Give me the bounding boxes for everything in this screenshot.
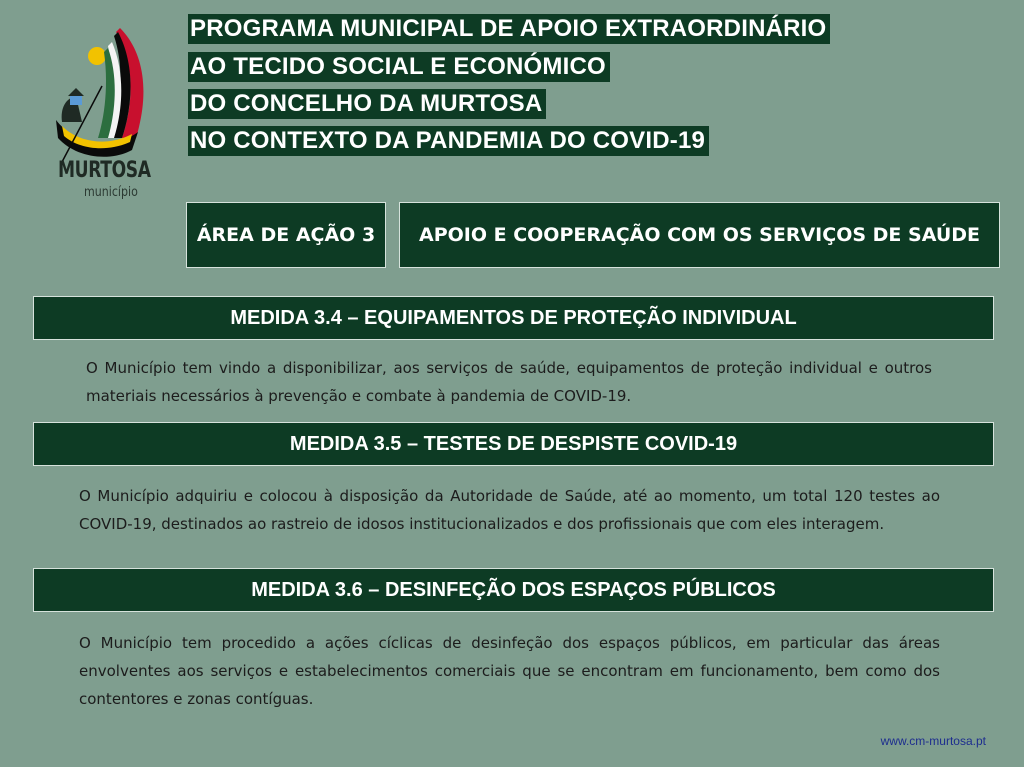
measure-3-4-heading: MEDIDA 3.4 – EQUIPAMENTOS DE PROTEÇÃO INDIVIDUAL [33,296,994,340]
logo-subtitle: município [84,185,138,200]
title-line-4: NO CONTEXTO DA PANDEMIA DO COVID-19 [188,126,709,156]
title-line-1: PROGRAMA MUNICIPAL DE APOIO EXTRAORDINÁRIO [188,14,830,44]
area-description-box: APOIO E COOPERAÇÃO COM OS SERVIÇOS DE SAÚDE [399,202,1000,268]
title-line-2: AO TECIDO SOCIAL E ECONÓMICO [188,52,610,82]
website-link[interactable]: www.cm-murtosa.pt [880,734,986,748]
measure-3-6-text: O Município tem procedido a ações cíclicas de desinfeção dos espaços públicos, em particular das áreas envolventes aos serviços e estabelecimentos comerciais que se encontram em funcionamento, bem como dos contentores e zonas contíguas. [79,634,940,708]
area-label-box: ÁREA DE AÇÃO 3 [186,202,386,268]
measure-3-4-text: O Município tem vindo a disponibilizar, aos serviços de saúde, equipamentos de proteção individual e outros materiais necessários à prevenção e combate à pandemia de COVID-19. [86,359,932,405]
title-line-3: DO CONCELHO DA MURTOSA [188,89,546,119]
measure-3-6-heading: MEDIDA 3.6 – DESINFEÇÃO DOS ESPAÇOS PÚBLICOS [33,568,994,612]
measure-3-5-heading: MEDIDA 3.5 – TESTES DE DESPISTE COVID-19 [33,422,994,466]
measure-3-5-text: O Município adquiriu e colocou à disposição da Autoridade de Saúde, até ao momento, um total 120 testes ao COVID-19, destinados ao rastreio de idosos institucionalizados e dos profissionais que com eles interagem. [79,487,940,533]
logo-wordmark: MURTOSA [58,158,151,183]
